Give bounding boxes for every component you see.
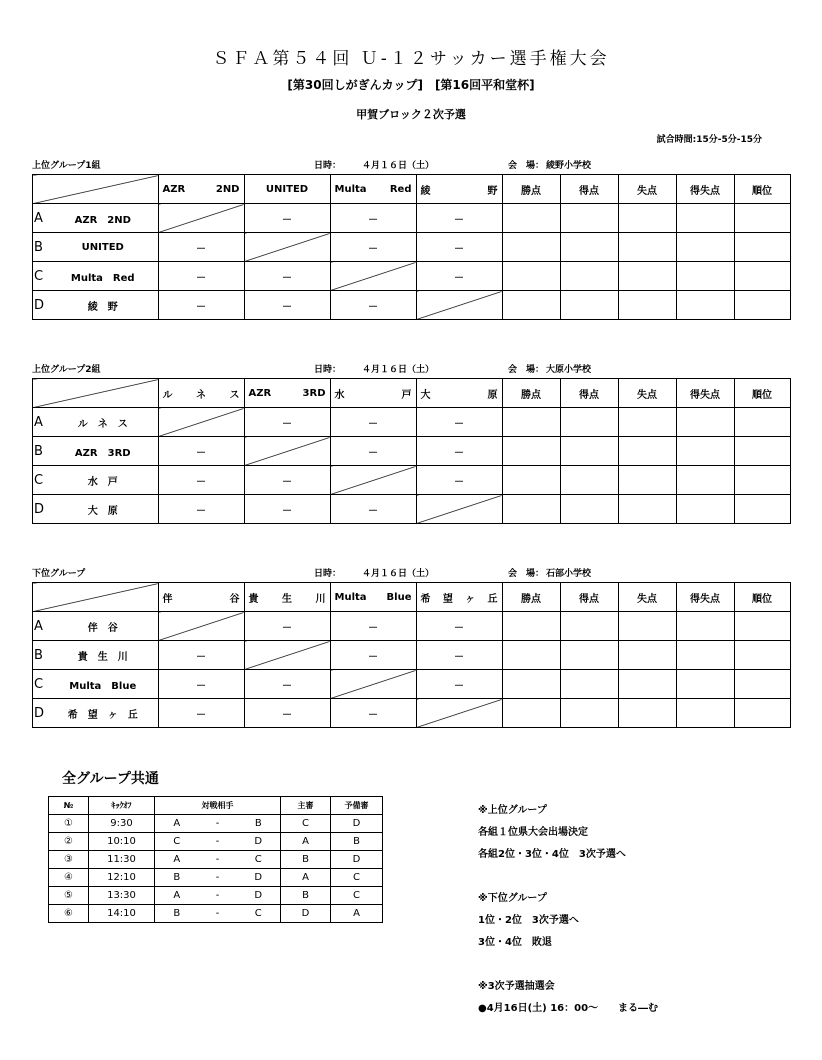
page-title: ＳＦＡ第５４回 Ｕ-１２サッカー選手権大会	[212, 49, 610, 69]
result-cell: －	[244, 466, 330, 495]
stat-header: 順位	[734, 175, 790, 204]
team-letter: A	[33, 204, 49, 233]
result-cell: －	[158, 495, 244, 524]
team-head-part: Blue	[386, 591, 412, 603]
team-row	[33, 262, 791, 291]
result-cell: －	[244, 408, 330, 437]
stat-cell	[734, 262, 790, 291]
stat-cell	[560, 466, 618, 495]
note-spacer	[478, 955, 658, 977]
group-date: ４月１６日（土）	[362, 365, 435, 375]
stat-cell	[734, 233, 790, 262]
team-name: AZR 2ND	[48, 204, 158, 233]
stat-header: 勝点	[502, 379, 560, 408]
stat-cell	[618, 204, 676, 233]
group-name: 上位グループ2組	[32, 365, 101, 375]
team-column-header	[416, 175, 502, 204]
stat-cell	[676, 291, 734, 320]
result-cell: －	[416, 408, 502, 437]
team-column-header	[416, 379, 502, 408]
stat-cell	[560, 699, 618, 728]
team-head-part: ス	[229, 389, 240, 401]
team-column-header	[330, 379, 416, 408]
team-name: 綾 野	[48, 291, 158, 320]
team-name: UNITED	[48, 233, 158, 262]
note-spacer	[478, 867, 658, 889]
notes	[478, 801, 658, 1021]
result-cell: －	[244, 204, 330, 233]
schedule-referee: A	[281, 869, 331, 887]
stat-cell	[560, 437, 618, 466]
result-cell: －	[416, 670, 502, 699]
result-cell: －	[330, 495, 416, 524]
result-cell: －	[416, 466, 502, 495]
team-row	[33, 699, 791, 728]
stat-cell	[676, 466, 734, 495]
result-cell: －	[244, 699, 330, 728]
schedule-referee: A	[281, 833, 331, 851]
schedule-table	[48, 796, 383, 923]
schedule-reserve: B	[331, 833, 383, 851]
stat-cell	[502, 262, 560, 291]
stat-cell	[618, 699, 676, 728]
team-head-part: 谷	[229, 593, 240, 605]
stat-header: 勝点	[502, 175, 560, 204]
schedule-no: ③	[49, 851, 89, 869]
team-row	[33, 204, 791, 233]
group-name: 下位グループ	[32, 569, 86, 579]
result-cell: －	[416, 233, 502, 262]
team-row	[33, 437, 791, 466]
stat-cell	[618, 641, 676, 670]
schedule-home: A	[155, 887, 199, 905]
stat-cell	[560, 612, 618, 641]
result-cell: －	[330, 233, 416, 262]
schedule-sep: -	[199, 833, 237, 851]
team-column-header	[244, 379, 330, 408]
stat-cell	[502, 204, 560, 233]
note-lower-1: 1位・2位 3次予選へ	[478, 915, 579, 926]
result-cell: －	[416, 262, 502, 291]
schedule-sep: -	[199, 851, 237, 869]
schedule-row	[49, 887, 383, 905]
result-cell: －	[330, 204, 416, 233]
stat-cell	[502, 641, 560, 670]
stat-cell	[734, 612, 790, 641]
team-head-part: 戸	[401, 389, 412, 401]
schedule-referee: D	[281, 905, 331, 923]
stat-cell	[560, 204, 618, 233]
team-letter: C	[33, 262, 49, 291]
schedule-reserve: A	[331, 905, 383, 923]
team-head-part: 望	[442, 593, 453, 605]
stat-cell	[560, 262, 618, 291]
group-header-row	[33, 583, 791, 612]
stat-cell	[618, 612, 676, 641]
result-cell: －	[244, 262, 330, 291]
stat-cell	[560, 233, 618, 262]
group-header-row	[33, 175, 791, 204]
stat-header: 順位	[734, 379, 790, 408]
schedule-kickoff: 12:10	[89, 869, 155, 887]
self-cell	[244, 233, 330, 262]
team-letter: D	[33, 495, 49, 524]
team-head-part: 希	[420, 593, 431, 605]
schedule-home: B	[155, 905, 199, 923]
team-head-part: AZR	[248, 387, 272, 399]
team-head-part: 大	[420, 389, 431, 401]
team-row	[33, 670, 791, 699]
stat-cell	[560, 495, 618, 524]
block-name: 甲賀ブロック２次予選	[356, 108, 466, 121]
stat-cell	[618, 466, 676, 495]
stat-cell	[560, 670, 618, 699]
schedule-row	[49, 815, 383, 833]
self-cell	[416, 699, 502, 728]
note-upper-1: 各組１位県大会出場決定	[478, 827, 588, 838]
group-venue-label: 会 場：	[508, 569, 545, 579]
stat-cell	[502, 699, 560, 728]
note-lower-title: ※下位グループ	[478, 893, 547, 904]
self-cell	[330, 670, 416, 699]
result-cell: －	[416, 204, 502, 233]
stat-cell	[502, 408, 560, 437]
team-name: Multa Red	[48, 262, 158, 291]
stat-header: 勝点	[502, 583, 560, 612]
result-cell: －	[416, 641, 502, 670]
schedule-reserve: C	[331, 887, 383, 905]
team-row	[33, 495, 791, 524]
team-letter: C	[33, 466, 49, 495]
page-subtitle: [第30回しがぎんカップ] [第16回平和堂杯]	[287, 78, 535, 92]
result-cell: －	[330, 641, 416, 670]
team-row	[33, 233, 791, 262]
self-cell	[416, 495, 502, 524]
stat-cell	[676, 641, 734, 670]
schedule-header-match: 対戦相手	[155, 797, 281, 815]
note-draw-line: ●4月16日(土) 16：00～ まる―む	[478, 1003, 659, 1014]
stat-header: 得失点	[676, 175, 734, 204]
note-draw-title: ※3次予選抽選会	[478, 981, 555, 992]
stat-cell	[676, 437, 734, 466]
stat-cell	[502, 670, 560, 699]
stat-cell	[676, 699, 734, 728]
team-head-part: 3RD	[302, 387, 326, 399]
team-name: AZR 3RD	[48, 437, 158, 466]
result-cell: －	[330, 699, 416, 728]
self-cell	[244, 641, 330, 670]
team-row	[33, 466, 791, 495]
team-head-part: 綾	[420, 185, 431, 197]
stat-header: 得失点	[676, 583, 734, 612]
result-cell: －	[330, 612, 416, 641]
schedule-header-kickoff: ｷｯｸｵﾌ	[89, 797, 155, 815]
self-cell	[244, 437, 330, 466]
schedule-away: C	[237, 905, 281, 923]
team-column-header	[158, 175, 244, 204]
schedule-away: D	[237, 833, 281, 851]
stat-cell	[734, 495, 790, 524]
schedule-no: ②	[49, 833, 89, 851]
team-name: 希 望 ヶ 丘	[48, 699, 158, 728]
group-venue-label: 会 場：	[508, 161, 545, 171]
stat-cell	[618, 437, 676, 466]
schedule-home: A	[155, 851, 199, 869]
schedule-referee: B	[281, 851, 331, 869]
schedule-no: ⑤	[49, 887, 89, 905]
group-table	[32, 378, 791, 524]
schedule-no: ⑥	[49, 905, 89, 923]
team-head-part: Multa	[334, 183, 367, 195]
result-cell: －	[416, 437, 502, 466]
schedule-kickoff: 13:30	[89, 887, 155, 905]
stat-cell	[502, 612, 560, 641]
group-header-row	[33, 379, 791, 408]
team-column-header	[416, 583, 502, 612]
stat-header: 失点	[618, 379, 676, 408]
result-cell: －	[244, 495, 330, 524]
stat-cell	[618, 291, 676, 320]
schedule-referee: C	[281, 815, 331, 833]
stat-cell	[676, 670, 734, 699]
team-column-header	[244, 583, 330, 612]
team-row	[33, 612, 791, 641]
result-cell: －	[158, 641, 244, 670]
stat-cell	[734, 699, 790, 728]
group-venue: 石部小学校	[546, 569, 592, 579]
team-letter: C	[33, 670, 49, 699]
result-cell: －	[244, 670, 330, 699]
team-letter: B	[33, 233, 49, 262]
team-column-header	[330, 175, 416, 204]
result-cell: －	[330, 408, 416, 437]
team-row	[33, 641, 791, 670]
team-head-part: ル	[162, 389, 173, 401]
self-cell	[330, 262, 416, 291]
team-name: 水 戸	[48, 466, 158, 495]
team-letter: B	[33, 437, 49, 466]
team-head-part: 2ND	[215, 183, 240, 195]
group-date-label: 日時：	[314, 365, 342, 375]
result-cell: －	[330, 291, 416, 320]
schedule-row	[49, 905, 383, 923]
self-cell	[416, 291, 502, 320]
schedule-home: C	[155, 833, 199, 851]
team-column-header	[158, 583, 244, 612]
schedule-referee: B	[281, 887, 331, 905]
schedule-row	[49, 851, 383, 869]
schedule-home: A	[155, 815, 199, 833]
stat-cell	[502, 437, 560, 466]
stat-cell	[502, 291, 560, 320]
group-name: 上位グループ1組	[32, 161, 101, 171]
schedule-away: D	[237, 887, 281, 905]
stat-cell	[734, 641, 790, 670]
team-column-header	[244, 175, 330, 204]
stat-header: 得失点	[676, 379, 734, 408]
stat-cell	[618, 495, 676, 524]
group-venue-label: 会 場：	[508, 365, 545, 375]
group-table	[32, 174, 791, 320]
team-head-part: UNITED	[265, 183, 309, 195]
result-cell: －	[330, 437, 416, 466]
team-head-part: 伴	[162, 593, 173, 605]
schedule-kickoff: 11:30	[89, 851, 155, 869]
team-name: 伴 谷	[48, 612, 158, 641]
team-head-part: 貴	[248, 593, 259, 605]
team-head-part: 川	[315, 593, 326, 605]
result-cell: －	[416, 612, 502, 641]
group-date: ４月１６日（土）	[362, 569, 435, 579]
corner-cell	[33, 583, 159, 612]
stat-header: 失点	[618, 175, 676, 204]
team-name: 大 原	[48, 495, 158, 524]
team-column-header	[158, 379, 244, 408]
group-table	[32, 582, 791, 728]
team-head-part: 水	[334, 389, 345, 401]
stat-cell	[676, 262, 734, 291]
result-cell: －	[158, 699, 244, 728]
team-name: Multa Blue	[48, 670, 158, 699]
schedule-away: C	[237, 851, 281, 869]
schedule-row	[49, 833, 383, 851]
stat-cell	[502, 495, 560, 524]
team-head-part: 生	[282, 593, 292, 605]
note-upper-title: ※上位グループ	[478, 805, 547, 816]
team-letter: A	[33, 408, 49, 437]
stat-cell	[560, 291, 618, 320]
stat-cell	[734, 291, 790, 320]
schedule-row	[49, 869, 383, 887]
team-letter: A	[33, 612, 49, 641]
stat-header: 得点	[560, 175, 618, 204]
result-cell: －	[158, 466, 244, 495]
schedule-home: B	[155, 869, 199, 887]
stat-cell	[734, 466, 790, 495]
schedule-reserve: C	[331, 869, 383, 887]
team-letter: D	[33, 291, 49, 320]
stat-header: 得点	[560, 379, 618, 408]
self-cell	[330, 466, 416, 495]
team-row	[33, 291, 791, 320]
stat-header: 順位	[734, 583, 790, 612]
stat-cell	[676, 495, 734, 524]
schedule-body	[49, 815, 383, 923]
result-cell: －	[244, 612, 330, 641]
result-cell: －	[158, 262, 244, 291]
result-cell: －	[158, 233, 244, 262]
result-cell: －	[158, 670, 244, 699]
group-date-label: 日時：	[314, 161, 342, 171]
result-cell: －	[158, 291, 244, 320]
team-head-part: ヶ	[465, 593, 476, 605]
note-lower-2: 3位・4位 敗退	[478, 937, 552, 948]
team-letter: B	[33, 641, 49, 670]
team-head-part: ネ	[196, 389, 206, 401]
stat-cell	[502, 466, 560, 495]
group-date: ４月１６日（土）	[362, 161, 435, 171]
schedule-away: B	[237, 815, 281, 833]
stat-cell	[618, 233, 676, 262]
schedule-sep: -	[199, 869, 237, 887]
team-head-part: 原	[487, 389, 498, 401]
team-name: 貴 生 川	[48, 641, 158, 670]
team-head-part: 丘	[487, 593, 498, 605]
stat-cell	[734, 670, 790, 699]
schedule-kickoff: 14:10	[89, 905, 155, 923]
team-row	[33, 408, 791, 437]
schedule-sep: -	[199, 887, 237, 905]
self-cell	[158, 204, 244, 233]
team-column-header	[330, 583, 416, 612]
stat-cell	[618, 262, 676, 291]
stat-cell	[560, 641, 618, 670]
schedule-away: D	[237, 869, 281, 887]
schedule-header-row	[49, 797, 383, 815]
schedule-reserve: D	[331, 815, 383, 833]
stat-cell	[676, 408, 734, 437]
team-head-part: AZR	[162, 183, 186, 195]
stat-cell	[560, 408, 618, 437]
stat-cell	[618, 408, 676, 437]
stat-header: 得点	[560, 583, 618, 612]
schedule-no: ④	[49, 869, 89, 887]
team-head-part: Multa	[334, 591, 367, 603]
stat-cell	[618, 670, 676, 699]
stat-cell	[734, 437, 790, 466]
stat-cell	[676, 612, 734, 641]
match-time: 試合時間:15分-5分-15分	[656, 135, 762, 145]
stat-cell	[502, 233, 560, 262]
stat-cell	[676, 233, 734, 262]
corner-cell	[33, 175, 159, 204]
self-cell	[158, 408, 244, 437]
team-head-part: Red	[389, 183, 412, 195]
schedule-header-reserve: 予備審	[331, 797, 383, 815]
self-cell	[158, 612, 244, 641]
result-cell: －	[244, 291, 330, 320]
schedule-header-no: №	[49, 797, 89, 815]
stat-cell	[734, 408, 790, 437]
stat-header: 失点	[618, 583, 676, 612]
schedule-no: ①	[49, 815, 89, 833]
note-upper-2: 各組2位・3位・4位 3次予選へ	[478, 849, 626, 860]
group-date-label: 日時：	[314, 569, 342, 579]
schedule-header-referee: 主審	[281, 797, 331, 815]
team-letter: D	[33, 699, 49, 728]
schedule-sep: -	[199, 905, 237, 923]
stat-cell	[676, 204, 734, 233]
corner-cell	[33, 379, 159, 408]
result-cell: －	[158, 437, 244, 466]
group-venue: 大原小学校	[546, 365, 592, 375]
schedule-reserve: D	[331, 851, 383, 869]
common-title: 全グループ共通	[62, 771, 159, 787]
team-name: ル ネ ス	[48, 408, 158, 437]
team-head-part: 野	[487, 185, 498, 197]
schedule-kickoff: 10:10	[89, 833, 155, 851]
group-venue: 綾野小学校	[546, 161, 592, 171]
schedule-kickoff: 9:30	[89, 815, 155, 833]
stat-cell	[734, 204, 790, 233]
schedule-sep: -	[199, 815, 237, 833]
